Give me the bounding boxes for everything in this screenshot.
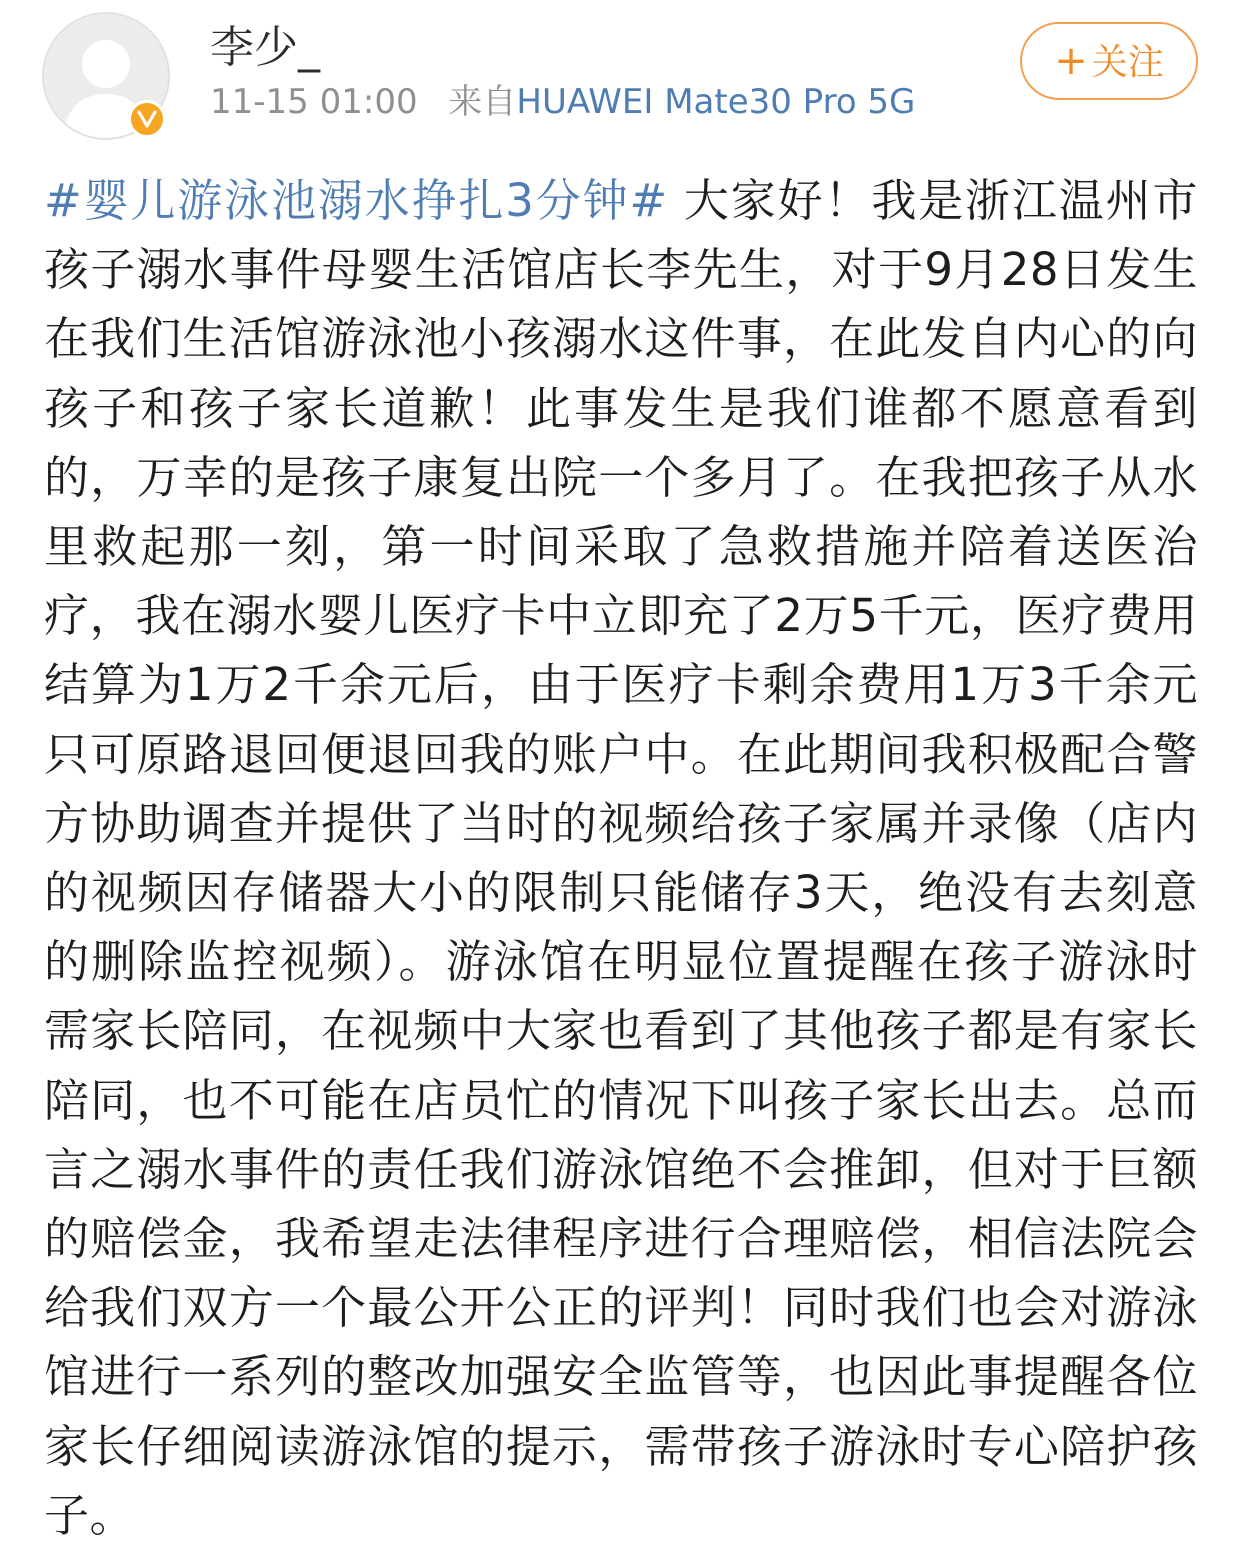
source-prefix: 来自 — [448, 82, 517, 122]
user-name[interactable]: 李少_ — [210, 22, 320, 73]
source-device-link[interactable]: HUAWEI Mate30 Pro 5G — [516, 82, 916, 122]
plus-icon: + — [1054, 38, 1088, 84]
post-text — [44, 166, 1198, 1550]
post-time: 11-15 01:00 — [210, 82, 418, 122]
follow-label: 关注 — [1091, 42, 1164, 83]
follow-button[interactable] — [1020, 22, 1198, 100]
avatar[interactable] — [42, 12, 170, 140]
verified-v-icon — [128, 100, 166, 138]
post-body: 大家好！我是浙江温州市孩子溺水事件母婴生活馆店长李先生，对于9月28日发生在我们生活馆游泳池小孩溺水这件事，在此发自内心的向孩子和孩子家长道歉！此事发生是我们谁都不愿意看到的，万幸的是孩子康复出院一个多月了。在我把孩子从水里救起那一刻，第一时间采取了急救措施并陪着送医治疗，我在溺水婴儿医疗卡中立即充了2万5千元，医疗费用结算为1万2千余元后，由于医疗卡剩余费用1万3千余元只可原路退回便退回我的账户中。在此期间我积极配合警方协助调查并提供了当时的视频给孩子家属并录像（店内的视频因存储器大小的限制只能储存3天，绝没有去刻意的删除监控视频）。游泳馆在明显位置提醒在孩子游泳时需家长陪同，在视频中大家也看到了其他孩子都是有家长陪同，也不可能在店员忙的情况下叫孩子家长出去。总而言之溺水事件的责任我们游泳馆绝不会推卸，但对于巨额的赔偿金，我希望走法律程序进行合理赔偿，相信法院会给我们双方一个最公开公正的评判！同时我们也会对游泳馆进行一系列的整改加强安全监管等，也因此事提醒各位家长仔细阅读游泳馆的提示，需带孩子游泳时专心陪护孩子。 — [44, 174, 1198, 1542]
hashtag-link[interactable]: #婴儿游泳池溺水挣扎3分钟# — [44, 174, 668, 227]
post-meta — [210, 80, 915, 124]
